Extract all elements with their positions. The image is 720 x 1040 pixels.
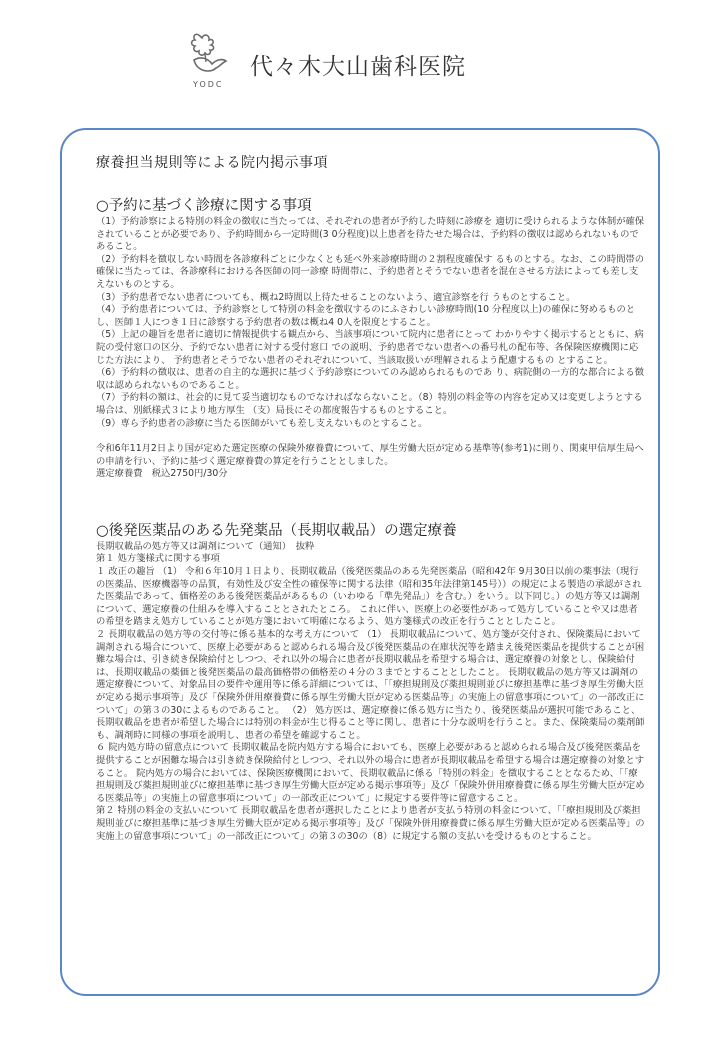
reservation-item: （9）専ら予約患者の診療に当たる医師がいても差し支えないものとすること。 [96, 417, 428, 429]
clinic-name: 代々木大山歯科医院 [250, 54, 466, 80]
reservation-item: （1）予約診察による特別の料金の徴収に当たっては、それぞれの患者が予約した時刻に診療を 適切に受けられるような体制が確保されていることが必要であり、予約時間から一定時間(3 0分程度)以上患者を待たせた場合は、予約料の徴収は認められないものであること。 [96, 216, 645, 253]
drug-notice-paragraph: 長期収載品の処方等又は調剤について（通知） 抜粋 [96, 540, 315, 552]
section-heading-long-term-drugs: ○後発医薬品のある先発薬品（長期収載品）の選定療養 [96, 522, 457, 539]
selected-care-fee: 選定療養費 税込2750円/30分 [96, 468, 228, 480]
section-heading-reservation: ○予約に基づく診療に関する事項 [96, 198, 312, 214]
logo-caption: YODC [193, 80, 224, 89]
selected-care-notice: 令和6年11月2日より国が定めた選定医療の保険外療養費について、厚生労働大臣が定める基準等(参考1)に則り、関東甲信厚生局への申請を行い、予約に基づく選定療養費の算定を行うこととしました。 [96, 443, 644, 467]
drug-notice-paragraph: ２ 長期収載品の処方等の交付等に係る基本的な考え方について （1） 長期収載品について、処方箋が交付され、保険薬局において調剤される場合について、医療上必要があると認められる場合及び後発医薬品の在庫状況等を踏まえ後発医薬品を提供することが困難な場合は、引き続き保険給付としつつ、それ以外の場合に患者が長期収載品を希望する場合は、選定療養の対象とし、保険給付は、長期収載品の薬価と後発医薬品の最高価格帯の価格差の４分の３までとすることとしたこと。 長期収載品の処方等又は調剤の選定療養について、対象品目の要件や運用等に係る詳細については、「「療担規則及び薬担規則並びに療担基準に基づき厚生労働大臣が定める掲示事項等」及び「保険外併用療養費に係る厚生労働大臣が定める医薬品等」の実施上の留意事項について」の一部改正について」の第３の30によるものであること。 （2） 処方医は、選定療養に係る処方に当たり、後発医薬品が選択可能であること、長期収載品を患者が希望した場合には特別の料金が生じ得ること等に関し、患者に十分な説明を行うこと。また、保険薬局の薬剤師も、調剤時に同様の事項を説明し、患者の希望を確認すること。 [96, 629, 645, 741]
bird-logo-icon [186, 30, 230, 80]
drug-notice-paragraph: 第１ 処方箋様式に関する事項 [96, 553, 220, 565]
reservation-item: （4）予約患者については、予約診察として特別の料金を徴収するのにふさわしい診療時間(10 分程度以上)の確保に努めるものとし、医師１人につき１日に診察する予約患者の数は概ね4 0人を限度とすること。 [96, 304, 636, 328]
reservation-item: （7）予約料の額は、社会的に見て妥当適切なものでなければならないこと。（8）特別の料金等の内容を定め又は変更しようとする場合は、別紙様式３により地方厚生 （支）局長にその都度報告するものとすること。 [96, 392, 643, 416]
site-header [0, 0, 720, 110]
reservation-item: （5）上記の趣旨を患者に適切に情報提供する観点から、当該事項について院内に患者にとって わかりやすく掲示するとともに、病院の受付窓口の区分、予約でない患者に対する受付窓口 での説明、予約患者でない患者への番号札の配布等、各保険医療機関に応じた方法により、 予約患者とそうでない患者のそれぞれについて、当該取扱いが理解されるよう配慮するもの とすること。 [96, 329, 644, 366]
drug-notice-paragraph: １ 改正の趣旨 （1） 令和６年10月１日より、長期収載品（後発医薬品のある先発医薬品（昭和42年 9月30日以前の薬事法（現行の医薬品、医療機器等の品質，有効性及び安全性の確保等に関する法律（昭和35年法律第145号））の規定による製造の承認がされた医薬品であって、価格差のある後発医薬品があるもの（いわゆる「準先発品」）を含む。）をいう。以下同じ。）の処方等又は調剤について、選定療養の仕組みを導入することとされたところ。 これに伴い、医療上の必要性があって処方していることや又は患者の希望を踏まえ処方していることが処方箋において明確になるよう、処方箋様式の改正を行うこととしたこと。 [96, 566, 642, 628]
document-title: 療養担当規則等による院内掲示事項 [96, 155, 328, 171]
reservation-item: （6）予約料の徴収は、患者の自主的な選択に基づく予約診察についてのみ認められるものであ り、病院側の一方的な都合による徴収は認められないものであること。 [96, 367, 644, 391]
drug-notice-paragraph: 第２ 特別の料金の支払いについて 長期収載品を患者が選択したことにより患者が支払う特別の料金について、「「療担規則及び薬担規則並びに療担基準に基づき厚生労働大臣が定める掲示事項等」及び「保険外併用療養費に係る厚生労働大臣が定める医薬品等」の実施上の留意事項について」の一部改正について」の第３の30の（8）に規定する額の支払いを受けるものとすること。 [96, 805, 645, 842]
notice-content [96, 152, 646, 843]
drug-notice-paragraph: ６ 院内処方時の留意点について 長期収載品を院内処方する場合においても、医療上必要があると認められる場合及び後発医薬品を提供することが困難な場合は引き続き保険給付としつつ、それ以外の場合に患者が長期収載品を希望する場合は選定療養の対象とすること。 院内処方の場合においては、保険医療機関において、長期収載品に係る「特別の料金」を徴収することとなるため、「「療担規則及び薬担規則並びに療担基準に基づき厚生労働大臣が定める掲示事項等」及び「保険外併用療養費に係る厚生労働大臣が定める医薬品等」の実施上の留意事項について」の一部改正について」に規定する要件等に留意すること。 [96, 742, 645, 804]
reservation-item: （3）予約患者でない患者についても、概ね2時間以上待たせることのないよう、適宜診察を行 うものとすること。 [96, 291, 576, 303]
reservation-item: （2）予約料を徴収しない時間を各診療科ごとに少なくとも延べ外来診療時間の２割程度確保す るものとする。なお、この時間帯の確保に当たっては、各診療科における各医師の同一診療 時間帯に、予約患者とそうでない患者を混在させる方法によっても差し支えないものとする。 [96, 253, 645, 290]
